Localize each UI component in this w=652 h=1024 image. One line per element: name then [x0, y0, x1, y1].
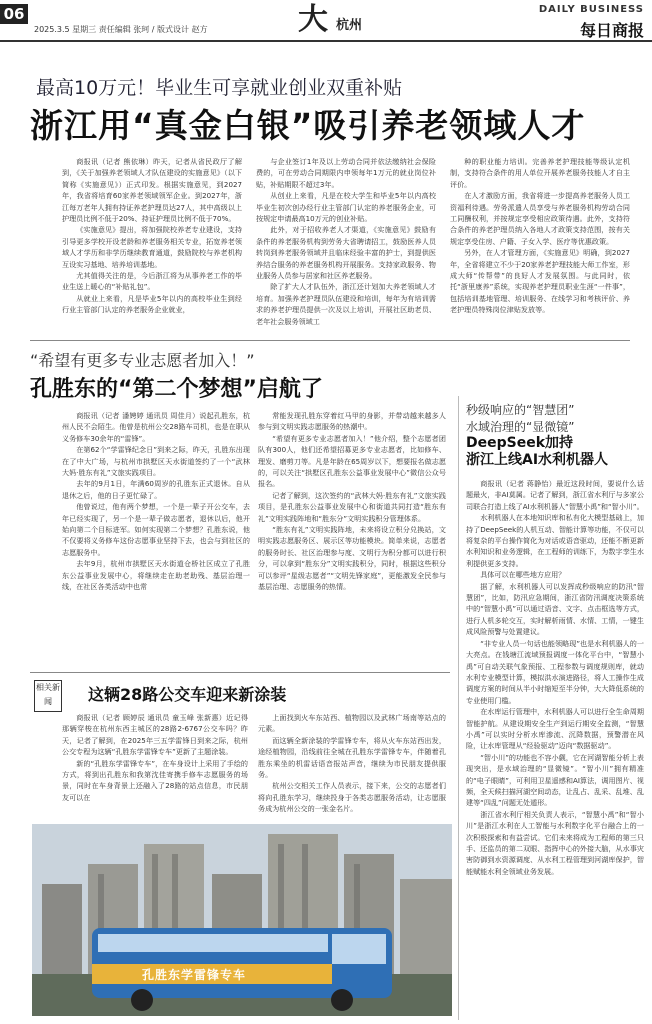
article2-column-2: 常能发现孔胜东穿着红马甲的身影，并带动越来越多人参与到文明实践志愿服务的热潮中。 “希望有更多专业志愿者加入！”他介绍，整个志愿者团队有300人，他们还希望招募更多专业志愿者，比如修车、理发、磨剪刀等。凡是年龄在65周岁以下，想要报名做志愿的，可以关注“拱墅区孔胜东公益事业发展中心”微信公众号报名。 记者了解到，这次签约的“武林大妈·胜东有礼”文旅实践项目，是孔胜东公益事业发展中心和街道共同打造“胜东有礼”文明实践阵地和“胜东分”文明实践积分管理体系。 “胜东有礼”文明实践阵地，未来将设立积分兑换站，文明实践志愿服务区、展示区等功能模块。简单来说，志愿者的服务时长、社区治理参与度、文明行为积分都可以进行积分，可以拿到“胜东分”文明实践积分，同时，根据这些积分可以参评“星级志愿者”“文明先锋家庭”，更能激发全民参与基层治理、志愿服务的热情。: [258, 411, 446, 592]
article3-column-1: 商报讯（记者 顾婷辰 通讯员 童玉峰 张新惠）近记得那辆穿梭在杭州东西主城区的28路2-6767公交车吗？昨天，记者了解到，在2025年三五学雷锋日到来之际，杭州公交专程为这辆“孔胜东学雷锋专车”更新了主题涂装。 新的“孔胜东学雷锋专车”，在车身设计上采用了手绘的方式，将到出孔胜东和我第沈佳寄携手修车志愿服务的场景，同时在车身背景上还融入了28路的站点信息，市民朋友可以在: [62, 713, 248, 802]
bus-photo-illustration: [32, 824, 452, 1016]
article1-column-2: 与企业签订1年及以上劳动合同并依法缴纳社会保险费的，可在劳动合同期限内申领每年1万元的就业岗位补贴，补贴期限不超过3年。 从创业上来看，凡是在校大学生和毕业5年以内高校毕业生初次创办经行业主管部门认定的养老服务企业，可按规定申请最高10万元的创业补贴。 此外，对于招收养老人才渠道，《实施意见》鼓励有条件的养老服务机构到劳务大省聘请招工，鼓励医养人员转岗到养老服务领域并且临床经验丰富的护士，到提供医养结合服务的养老服务机构开展服务。支持家政服务、物业服务人员参与居家和社区养老服务。 除了扩大人才队伍外，浙江还计划加大养老领域人才培育。加强养老护理员队伍建设和培训，每年为有培训需求的养老护理员提供一次及以上培训，开展社区助老员、老年社会服务领域工: [256, 157, 436, 326]
brand-city: 杭州: [336, 18, 363, 33]
article1-column-1: 商报讯（记者 熊依琳）昨天，记者从省民政厅了解到，《关于加强养老领域人才队伍建设的实施意见》（以下简称《实施意见》）正式印发。根据实施意见，到2027年，我省将培育60家养老领域领军企业。到2027年，浙江每万老年人拥有持证养老护理员达27人，其中高级以上护理员比例不低于20%、持证护理员比例不低于70%。 《实施意见》提出，将加强院校养老专业建设，支持引导更多学校开设老龄和养老服务相关专业，拓宽养老领域人才学历和非学历继续教育通道，鼓励院校与养老机构互设实习基地、培养培训基地。 尤其值得关注的是，今后浙江将为从事养老工作的毕业生送上暖心的“补贴礼包”。 从就业上来看，凡是毕业5年以内的高校毕业生到经行业主管部门认定的养老服务企业就业，: [62, 157, 242, 315]
sidebar-body: 商报讯（记者 蒋静怡）最近这段时间，要说什么话题最火，非AI莫属。记者了解到，浙江省水利厅与多家公司联合打造上线了AI水利机器人“智慧小禹”和“智小川”。 水利机器人在本地知识库和私有化大模型基础上，加持了DeepSeek的人机互动、智能计算等功能，不仅可以将复杂的平台操作简化为对话或语音驱动，还能不断更新水利知识和业务逻辑，在工程师的训练下，为数字孪生水利提供更多支持。 具体可以在哪些地方应用？ 据了解，水利机器人可以发挥成秒级响应的防汛“智慧团”，比如，防汛应急期间，浙江省防汛调度决策系统中的“智慧小禹”可以通过语音、文字、点击框选等方式，进行人机多轮交互，实时解析雨情、水情、工情，一键生成风险预警与处置建议。 “非专业人员一句话也能领略现”也是水利机器人的一大亮点。在钱塘江流域预报调度一体化平台中，“智慧小禹”可自动关联气象预报、工程参数与调度规则库，就动水利专业模型计算，模拟洪水演进路径，将人工操作生成调度方案的时间从半小时缩短至半分钟，大大降低系统的专业使用门槛。 在水库运行管理中，水利机器人可以进行全生命周期智能护航。从建设期安全生产到运行期安全监测，“智慧小禹”可以实时分析水库渗流、沉降数据，预警潜在风险，让水库管理从“经验驱动”迈向“数据驱动”。 “智小川”的功能也不容小觑，它在河湖智能分析上表现突出，是水域治理的“显微镜”。“智小川”拥有精准的“电子眼睛”，可利用卫星遥感和AI算法，调用图片、视频，全天候扫描河湖空间动态，让乱占、乱采、乱堆、乱建等“四乱”问题无处遁形。 浙江省水利厅相关负责人表示，“智慧小禹”和“智小川”是浙江水利在人工智能与水利数字化平台融合上的一次积极探索和有益尝试。它们未来将成为工程师的第三只手、还监员的第二双眼、指挥中心的外接大脑，从水事灾害防御到水资源调度、从水利工程管理到河湖库保护，智能赋能水利全领域业务发展。: [466, 479, 644, 876]
article2-column-1: 商报讯（记者 潘娉婷 通讯员 周佳月）说起孔胜东，杭州人民不会陌生。他曾是杭州公交28路车司机，也是在职从义务修车30余年的“雷锋”。 在第62个“学雷锋纪念日”到来之际，昨天，孔胜东出现在了中大广场，与杭州市拱墅区天水街道签约了一个“武林大妈·胜东有礼”文旅实践项目。 去年的9月1日，年满60周岁的孔胜东正式退休。自从退休之后，他的日子更忙碌了。 他曾说过，他有两个梦想，一个是一辈子开公交车，去年已经实现了，另一个是一辈子做志愿者，退休以后，他开始向第二个目标进军。如何实现第二个梦想？孔胜东说，他不仅要将义务修车这份志愿事业坚持下去，也会与到社区的志愿服务中。 去年9月，杭州市拱墅区天水街道仓桥社区成立了孔胜东公益事业发展中心，将继续走在助老助残、基层治理一线，在社区各类活动中也常: [62, 411, 250, 592]
article1-column-3: 种的职业能力培训。完善养老护理技能等级认定机制，支持符合条件的用人单位开展养老服务技能人才自主评价。 在人才激励方面，我省将进一步提高养老服务人员工资福利待遇。劳务派遣人员享受与养老服务机构劳动合同工同酬权利，并按规定享受相应政策待遇。此外，支持符合条件的养老护理员纳入各地人才政策支持范围，按有关规定享受住房、户籍、子女入学、医疗等优惠政策。 另外，在人才管理方面，《实施意见》明确，到2027年，全省将建立不少于20家养老护理技能大师工作室，形成大师“传帮带”的良好人才发展氛围。与此同时，依托“浙里康养”系统，实现养老护理员职业生涯“一件事”，包括培训基地管理、培训服务、在线学习和考核评价、养老护理员特殊岗位津贴发放等。: [450, 157, 630, 315]
divider: [30, 340, 630, 341]
article2-headline: 孔胜东的“第二个梦想”启航了: [30, 377, 323, 402]
daily-business-label: DAILY BUSINESS: [538, 4, 644, 15]
divider: [30, 672, 450, 673]
related-news-tag: 相关新闻: [34, 680, 62, 712]
issue-meta: 2025.3.5 星期三 责任编辑 张珂 / 版式设计 赵方: [34, 25, 208, 34]
newspaper-name: 每日商报: [579, 21, 644, 40]
brand-logo-char: 大: [298, 2, 328, 37]
article1-subtitle: 最高10万元！毕业生可享就业创业双重补贴: [36, 77, 403, 99]
sidebar-headline: DeepSeek加持 浙江上线AI水利机器人: [466, 435, 609, 468]
article1-headline: 浙江用“真金白银”吸引养老领域人才: [30, 106, 586, 145]
header-rule: [0, 40, 652, 42]
bus-photo: [32, 824, 452, 1016]
article3-column-2: 上面找到火车东站西、植物园以及武林广场南等站点的元素。 而这辆全新涂装的学雷锋专车，将从火车东站西出发，途经植物园，沿线前往全城在孔胜东学雷锋专车，伴随着孔胜东乘坐的机雷话语音报站声音，继续为市民朋友提供服务。 杭州公交相关工作人员表示，接下来，公交的志愿者们将向孔胜东学习，继续投身于各类志愿服务活动，让志愿服务成为杭州公交的一张金名片。: [258, 713, 446, 814]
page-number: 06: [0, 4, 28, 24]
article2-subtitle: “希望有更多专业志愿者加入！”: [30, 351, 255, 370]
bus-banner-text: 孔胜东学雷锋专车: [142, 968, 247, 982]
article3-headline: 这辆28路公交车迎来新涂装: [88, 685, 287, 704]
sidebar-subtitle: 秒级响应的“智慧团” 水域治理的“显微镜”: [466, 403, 575, 434]
